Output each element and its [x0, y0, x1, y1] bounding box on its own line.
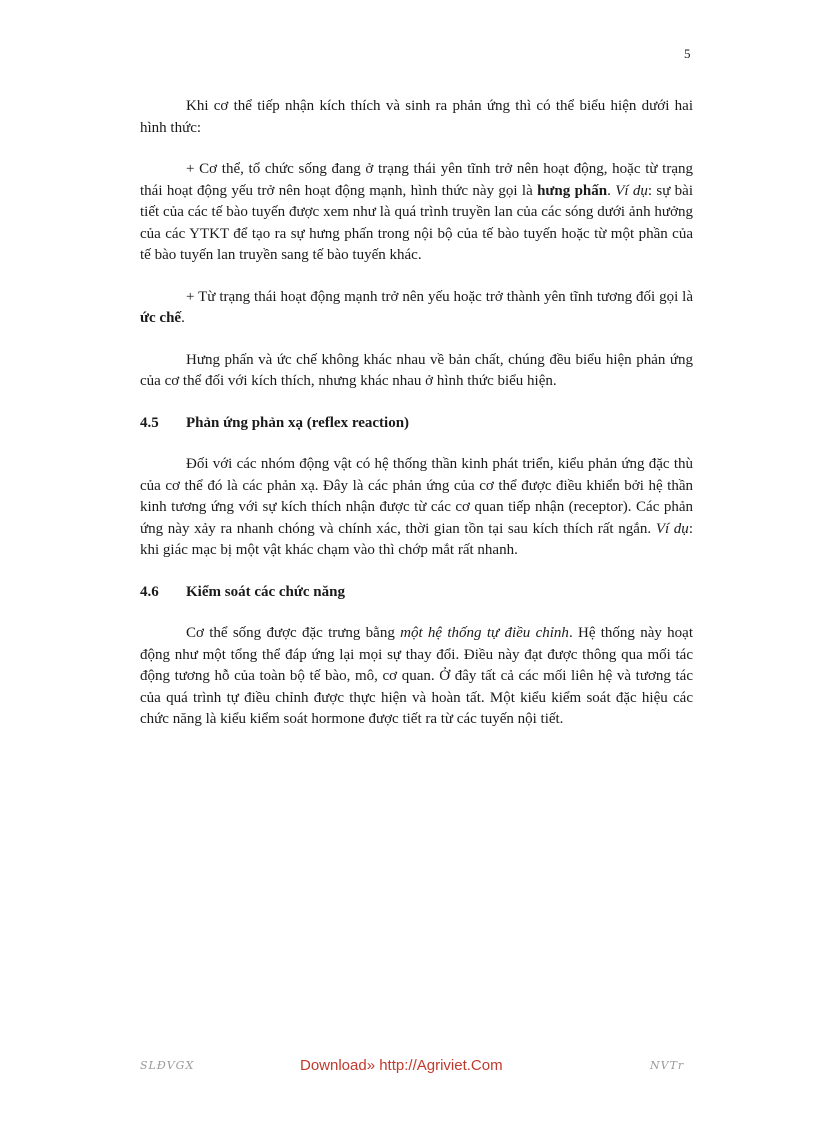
footer-right-signature: NVTr — [650, 1059, 685, 1072]
term-inhibition: ức chế — [140, 310, 182, 326]
example-label: Ví dụ — [655, 520, 689, 537]
section-number: 4.5 — [140, 414, 159, 431]
section-heading-4-5 — [140, 413, 693, 435]
term-excitation: hưng phấn — [537, 182, 608, 199]
section-heading-4-6 — [140, 582, 693, 604]
paragraph-inhibition: + Từ trạng thái hoạt động mạnh trở nên yếu hoặc trở thành yên tĩnh tương đối gọi là ức chế. — [140, 288, 693, 326]
term-self-regulation: một hệ thống tự điều chỉnh — [400, 625, 569, 641]
download-link[interactable]: Download» http://Agriviet.Com — [300, 1057, 503, 1074]
document-body — [140, 96, 693, 751]
section-number: 4.6 — [140, 583, 159, 600]
paragraph-control: Cơ thể sống được đặc trưng bằng một hệ thống tự điều chỉnh. Hệ thống này hoạt động như một tổng thể đáp ứng lại mọi sự thay đổi. Điều này đạt được thông qua mối tác động tương hỗ của toàn bộ tế bào, mô, cơ quan. Ở đây tất cả các mối liên hệ và tương tác của quá trình tự điều chỉnh được thực hiện và hoàn tất. Một kiểu kiểm soát đặc hiệu các chức năng là kiểu kiểm soát hormone được tiết ra từ các tuyến nội tiết. — [140, 625, 693, 727]
paragraph-reflex: Đối với các nhóm động vật có hệ thống thần kinh phát triển, kiểu phản ứng đặc thù của cơ thể đó là các phản xạ. Đây là các phản ứng của cơ thể được điều khiển bởi hệ thần kinh tương ứng với sự kích thích nhận được từ các cơ quan tiếp nhận (receptor). Các phản ứng này xảy ra nhanh chóng và chính xác, thời gian tồn tại sau kích thích rất ngắn. Ví dụ: khi giác mạc bị một vật khác chạm vào thì chớp mắt rất nhanh. — [140, 456, 693, 558]
page-footer — [0, 1057, 816, 1077]
example-label: Ví dụ — [615, 182, 648, 199]
paragraph-comparison: Hưng phấn và ức chế không khác nhau về bản chất, chúng đều biểu hiện phản ứng của cơ thể đối với kích thích, nhưng khác nhau ở hình thức biểu hiện. — [140, 351, 693, 389]
footer-left-signature: SLĐVGX — [140, 1059, 195, 1072]
page-number: 5 — [684, 46, 691, 61]
paragraph-intro: Khi cơ thể tiếp nhận kích thích và sinh ra phản ứng thì có thể biểu hiện dưới hai hình thức: — [140, 98, 693, 136]
section-title: Phản ứng phản xạ (reflex reaction) — [186, 414, 410, 431]
paragraph-excitation: + Cơ thể, tổ chức sống đang ở trạng thái yên tĩnh trở nên hoạt động, hoặc từ trạng thái hoạt động yếu trở nên hoạt động mạnh, hình thức này gọi là hưng phấn. Ví dụ: sự bài tiết của các tế bào tuyến được xem như là quá trình truyền lan của các sóng dưới ảnh hưởng của các YTKT để tạo ra sự hưng phấn trong nội bộ của tế bào tuyến hoặc từ một phần của tế bào tuyến lan truyền sang tế bào tuyến khác. — [140, 161, 693, 263]
section-title: Kiểm soát các chức năng — [186, 583, 345, 600]
